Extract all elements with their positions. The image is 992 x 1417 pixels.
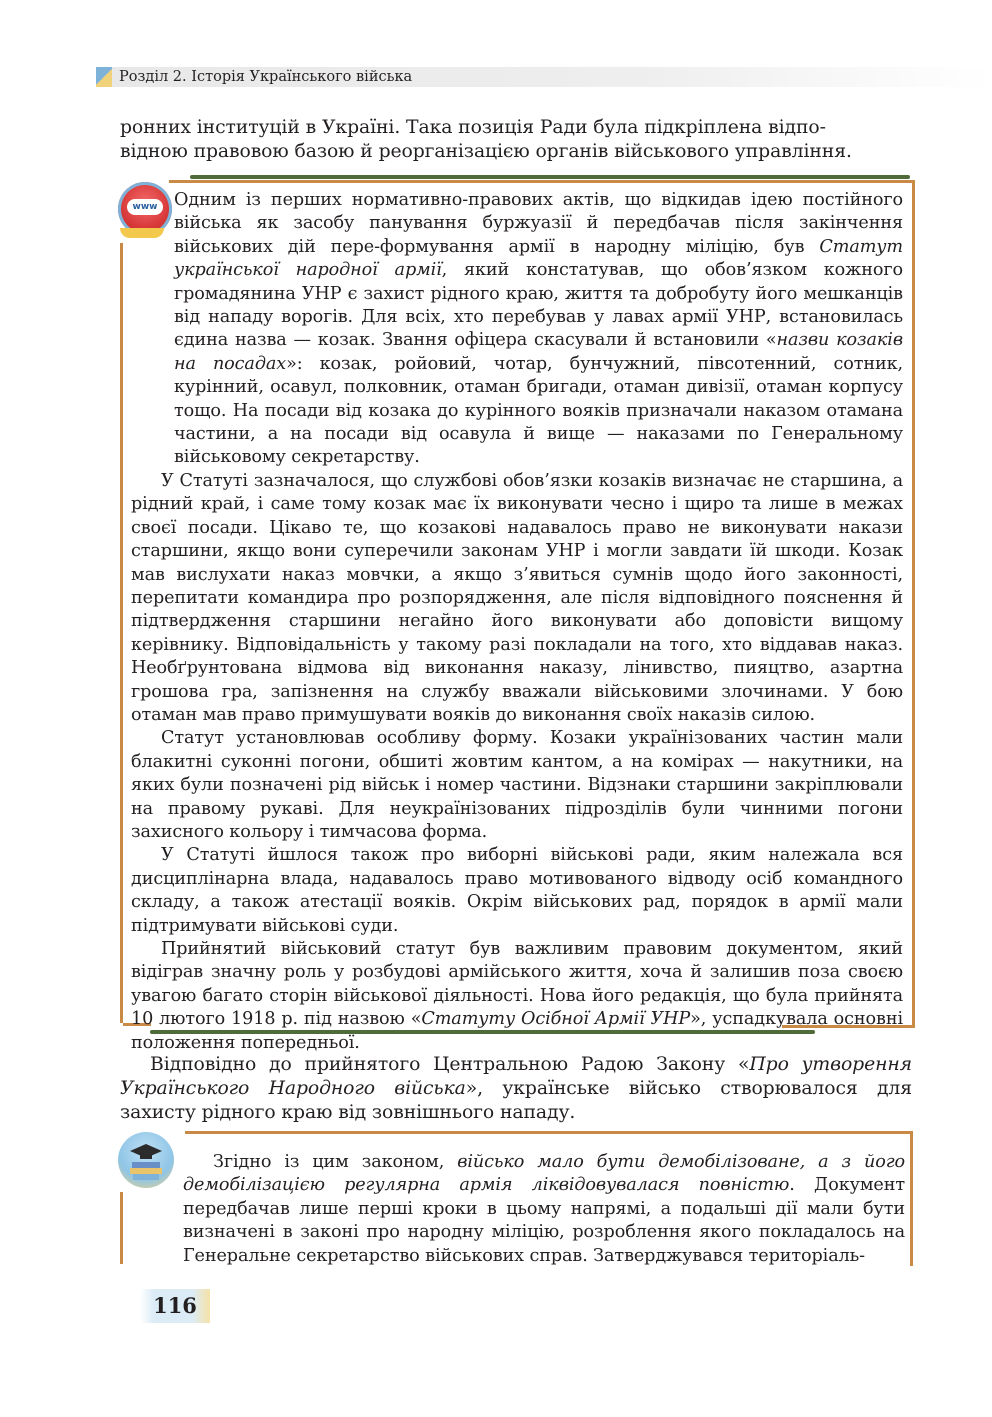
intro-line-2: відною правовою базою й реорганізацією органів військового управління. [120,141,852,162]
header-corner-mark [96,67,112,87]
box1-paragraph [131,470,903,727]
box1-paragraph [131,844,903,938]
text-run: . Документ передбачав лише перші кроки в цьому напрямі, а подальші дії мали бути визначені в законі про народну міліцію, розроблення якого покладалось на Генеральне секретарство військових справ. Затверджувався територіаль- [183,1175,905,1266]
intro-line-1: ронних інституцій в Україні. Така позиція Ради була підкріплена відпо- [120,117,826,138]
box1-paragraph [131,938,903,1055]
text-run: Згідно із цим законом, [213,1152,458,1172]
text-run: Прийнятий військовий статут був важливим правовим документом, який відіграв значну роль у розбудові армійського життя, хоча й залишив поза своєю увагою багато сторін військової діяльності. Нова його редакція, що була прийнята 10 лютого 1918 р. під назвою « [131,939,903,1030]
text-run: У Статуті зазначалося, що службові обов’язки козаків визначає не старшина, а рідний край, і саме тому козак має їх виконувати чесно і щиро та лише в межах своєї посади. Цікаво те, що козакові надавалось право не виконувати накази старшини, якщо вони суперечили законам УНР і могли завдати їй шкоди. Козак мав вислухати наказ мовчки, а якщо з’явиться сумнів щодо його законності, перепитати командира про розпорядження, але після відповідного пояснення й підтвердження старшини негайно його виконувати або доповісти вищому керівнику. Відповідальність у такому разі покладали на того, хто віддавав наказ. Необґрунтована відмова від виконання наказу, лінивство, пияцтво, азартна грошова гра, запізнення на службу вважали військовими злочинами. У бою отаман мав право примушувати вояків до виконання своїх наказів силою. [131,470,903,725]
text-run: », успадкувала основні положення попередньої. [131,1009,903,1053]
books-graduation-cap-icon [118,1132,174,1188]
box1-top-accent-line [190,175,910,179]
italic-text: Статут української народної армії [174,236,903,281]
running-header-title: Розділ 2. Історія Українського війська [119,69,413,85]
law-paragraph [120,1053,912,1125]
italic-text: військо мало бути демобілізоване, а з його демобілізацією регулярна армія ліквідовувалася повністю [183,1152,905,1196]
text-run: Одним із перших нормативно-правових актів, що відкидав ідею постійного війська як засобу панування буржуазії й передбачав після закінчення військових дій пере-формування армії в народну міліцію, був [174,190,903,257]
box2-right-border [910,1131,913,1266]
box2-paragraph [183,1151,905,1268]
text-run: », українське військо створювалося для захисту рідного краю від зовнішнього нападу. [120,1078,912,1123]
books-icon-graphic [118,1132,174,1188]
italic-text: Статуту Осібної Армії УНР [421,1009,691,1030]
box1-top-border [169,180,914,183]
text-run: , який констатував, що обов’язком кожного громадянина УНР є захист рідного краю, життя та добробуту його мешканців від нападу ворогів. Для всіх, хто перебував у лавах армії УНР, встановилась єдина назва — козак. Звання офіцера скасували й встановили « [174,260,903,351]
italic-text: назви козаків на посадах [174,330,903,374]
www-icon-label: www [127,199,163,215]
text-run: »: козак, ройовий, чотар, бунчужний, півсотенний, сотник, курінний, осавул, полковник, отаман бригади, отаман дивізії, отаман корпусу тощо. На посади від козака до курінного вояків призначали наказом отамана частини, а на посади від осавула й вище — наказами по Генеральному військовому секретарству. [174,353,904,468]
box2-top-border [185,1131,912,1134]
page-number: 116 [140,1289,210,1323]
box1-left-border [120,243,123,1023]
text-run: Статут установлював особливу форму. Козаки українізованих частин мали блакитні суконні погони, обшиті жовтим кантом, а на комірах — накутники, на яких були позначені рід військ і номер частини. Відзнаки старшини закріплювали на правому рукаві. Для неукраїнізованих підрозділів були чинними погони захисного кольору і тимчасова форма. [131,728,903,842]
box1-content [131,189,903,1055]
box1-right-border [912,180,915,1025]
box1-paragraph [131,189,903,470]
box2-left-border [120,1192,123,1264]
text-run: Відповідно до прийнятого Центральною Радою Закону « [150,1054,750,1075]
box1-paragraph [131,727,903,844]
text-run: У Статуті йшлося також про виборні військові ради, яким належала вся дисциплінарна влада, надавалось право мотивованого відводу осіб командного складу, а також атестації вояків. Окрім військових рад, порядок в армії мали підтримувати військові суди. [131,845,903,936]
italic-text: Про утворення Українського Народного війська [120,1054,912,1099]
